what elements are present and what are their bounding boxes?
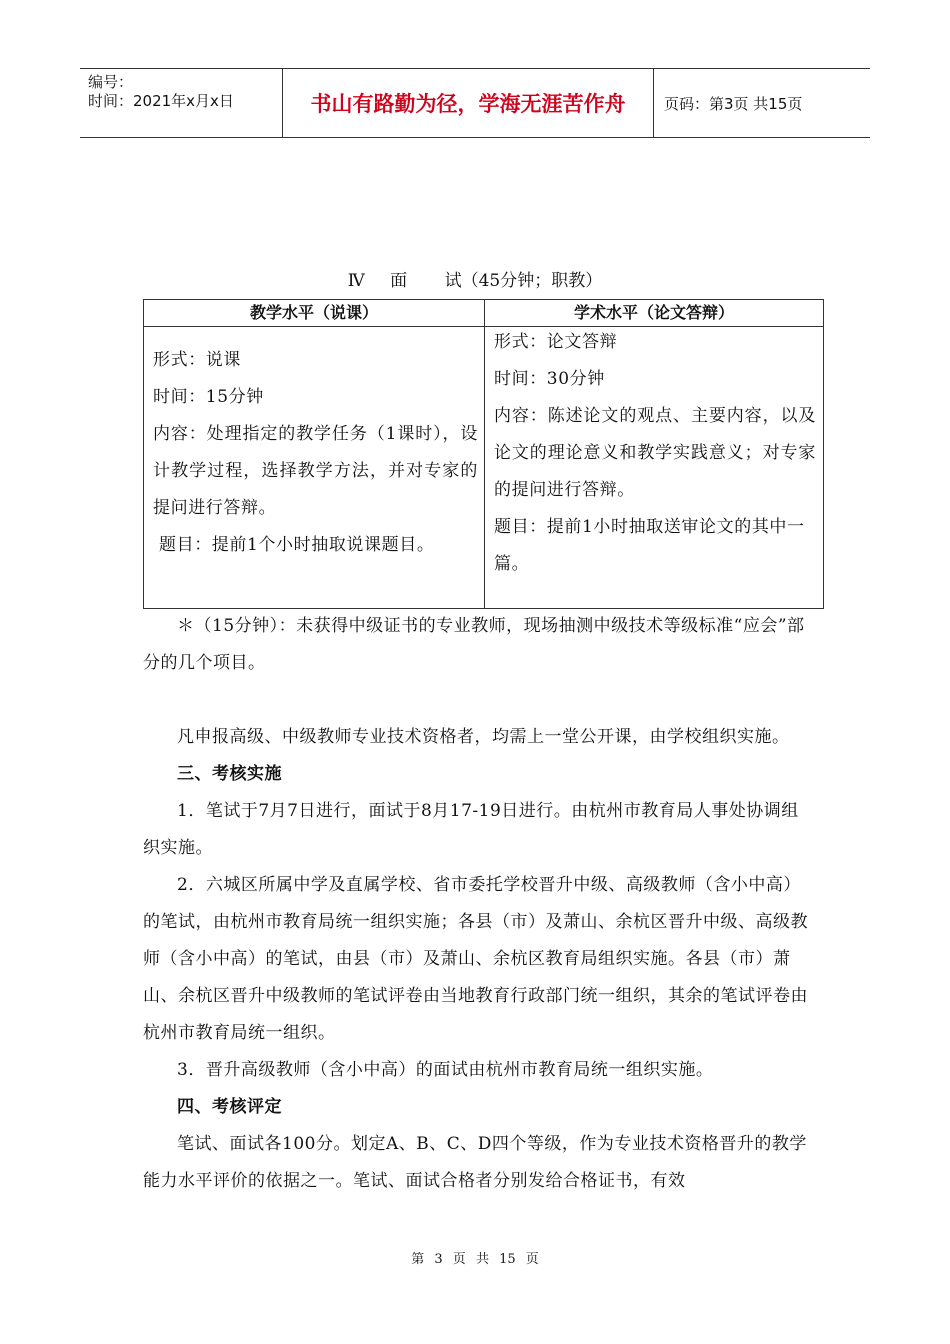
table-header-academic: 学术水平（论文答辩） xyxy=(573,303,734,322)
section-note: （45分钟；职教） xyxy=(461,271,603,291)
paragraph-open-class: 凡申报高级、中级教师专业技术资格者，均需上一堂公开课，由学校组织实施。 xyxy=(177,727,790,747)
teaching-form: 形式：说课 xyxy=(153,350,241,370)
header-page-info: 页码：第3页 共15页 xyxy=(664,94,803,113)
paragraph-evaluation: 笔试、面试各100分。划定A、B、C、D四个等级，作为专业技术资格晋升的教学能力水平评价的依据之一。笔试、面试合格者分别发给合格证书，有效 xyxy=(143,1134,807,1191)
footer-page-number: 3 xyxy=(434,1252,443,1267)
academic-content: 内容：陈述论文的观点、主要内容，以及论文的理论意义和教学实践意义；对专家的提问进行答辩。 xyxy=(494,406,816,500)
footer-di: 第 xyxy=(411,1252,425,1267)
document-date: 时间：2021年x月x日 xyxy=(88,92,234,110)
footer-gong: 共 xyxy=(475,1252,489,1267)
section-title xyxy=(0,266,950,291)
table-cell-academic xyxy=(494,324,816,583)
page-footer xyxy=(0,1248,950,1267)
document-body xyxy=(143,608,811,1200)
teaching-content: 内容：处理指定的教学任务（1课时），设计教学过程，选择教学方法，并对专家的提问进行答辩。 xyxy=(153,424,478,518)
academic-time: 时间：30分钟 xyxy=(494,369,605,389)
section-numeral: Ⅳ xyxy=(347,271,365,291)
footer-ye: 页 xyxy=(452,1252,466,1267)
teaching-time: 时间：15分钟 xyxy=(153,387,264,407)
table-header-teaching: 教学水平（说课） xyxy=(249,303,378,322)
heading-evaluation: 四、考核评定 xyxy=(177,1097,282,1117)
academic-topic: 题目：提前1小时抽取送审论文的其中一篇。 xyxy=(494,517,805,574)
footnote-paragraph: ＊（15分钟）：未获得中级证书的专业教师，现场抽测中级技术等级标准“应会”部分的几个项目。 xyxy=(143,616,805,673)
section-word-b: 试 xyxy=(444,271,462,291)
footer-ye-2: 页 xyxy=(525,1252,539,1267)
document-number-label: 编号： xyxy=(88,73,134,91)
teaching-topic: 题目：提前1个小时抽取说课题目。 xyxy=(153,535,435,555)
academic-form: 形式：论文答辩 xyxy=(494,332,618,352)
paragraph-item-1: 1．笔试于7月7日进行，面试于8月17-19日进行。由杭州市教育局人事处协调组织实施。 xyxy=(143,801,799,858)
page-header xyxy=(80,68,870,138)
header-meta xyxy=(80,69,282,137)
paragraph-item-3: 3．晋升高级教师（含小中高）的面试由杭州市教育局统一组织实施。 xyxy=(177,1060,714,1080)
header-motto: 书山有路勤为径，学海无涯苦作舟 xyxy=(282,69,654,137)
section-word-a: 面 xyxy=(390,271,408,291)
paragraph-item-2: 2．六城区所属中学及直属学校、省市委托学校晋升中级、高级教师（含小中高）的笔试，由杭州市教育局统一组织实施；各县（市）及萧山、余杭区晋升中级、高级教师（含小中高）的笔试，由县（市）及萧山、余杭区教育局组织实施。各县（市）萧山、余杭区晋升中级教师的笔试评卷由当地教育行政部门统一组织，其余的笔试评卷由杭州市教育局统一组织。 xyxy=(143,875,808,1043)
footer-total-pages: 15 xyxy=(499,1252,516,1267)
table-divider-vertical xyxy=(484,300,485,608)
spacer xyxy=(143,682,811,719)
table-cell-teaching xyxy=(153,342,478,564)
heading-implementation: 三、考核实施 xyxy=(177,764,282,784)
interview-table xyxy=(143,299,824,609)
